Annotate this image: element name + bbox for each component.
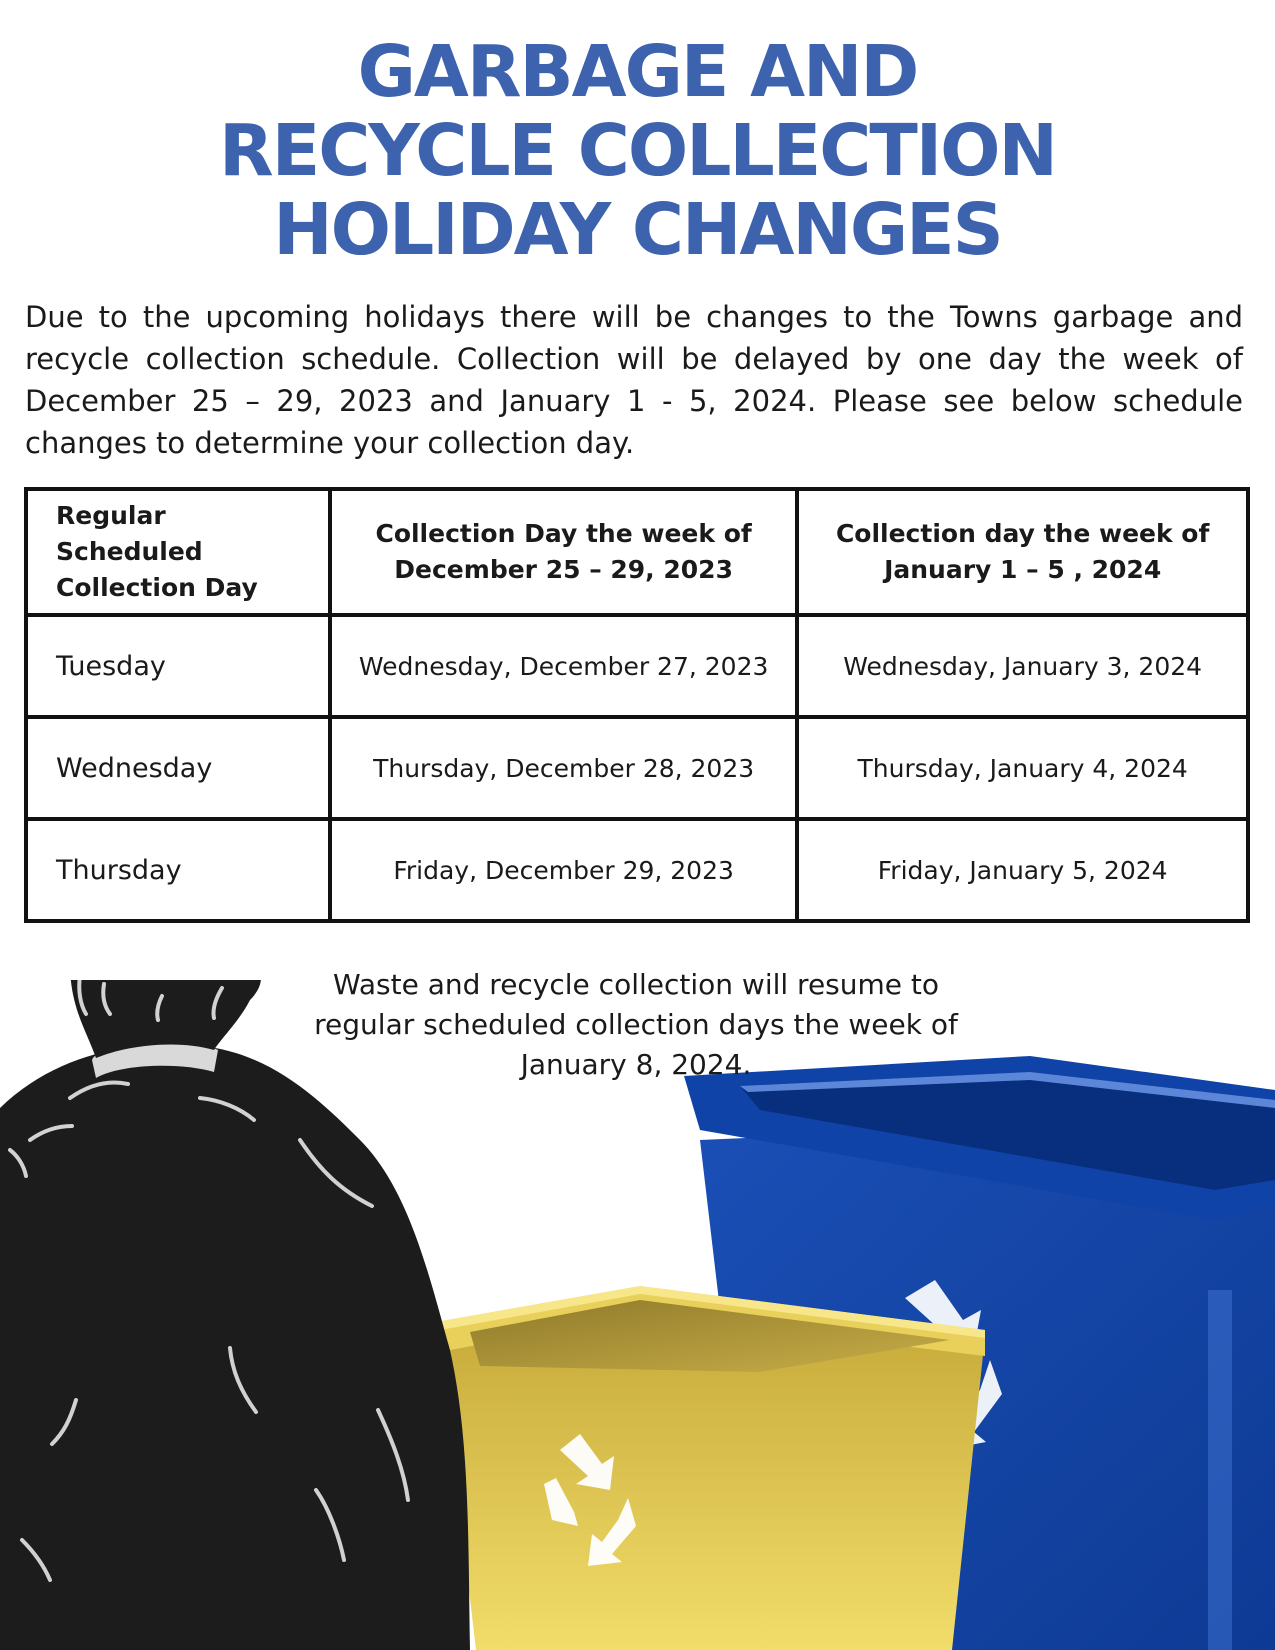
- january-day-cell: Thursday, January 4, 2024: [797, 717, 1248, 819]
- page-title: [0, 32, 1275, 269]
- resume-note: Waste and recycle collection will resume to regular scheduled collection days the week of January 8, 2024.: [314, 968, 958, 1081]
- december-day-cell: Thursday, December 28, 2023: [330, 717, 797, 819]
- regular-day-cell: Wednesday: [26, 717, 330, 819]
- regular-day-cell: Thursday: [26, 819, 330, 921]
- table-row: [26, 717, 1248, 819]
- table-header-row: [26, 489, 1248, 615]
- yellow-recycle-bin-icon: [436, 1286, 985, 1650]
- title-line-1: GARBAGE AND: [357, 30, 918, 113]
- intro-paragraph: Due to the upcoming holidays there will be changes to the Towns garbage and recycle collection schedule. Collection will be delayed by one day the week of December 25 – 29, 2023 and January 1 - 5, 2024. Please see below schedule changes to determine your collection day.: [25, 300, 1243, 460]
- collection-schedule-table: [24, 487, 1250, 923]
- january-day-cell: Wednesday, January 3, 2024: [797, 615, 1248, 717]
- header-december-week: Collection Day the week of December 25 – 29, 2023: [330, 489, 797, 615]
- december-day-cell: Wednesday, December 27, 2023: [330, 615, 797, 717]
- table-row: [26, 819, 1248, 921]
- header-january-week: Collection day the week of January 1 – 5 , 2024: [797, 489, 1248, 615]
- title-line-2: RECYCLE COLLECTION: [219, 109, 1056, 192]
- table-row: [26, 615, 1248, 717]
- title-line-3: HOLIDAY CHANGES: [273, 188, 1002, 271]
- january-day-cell: Friday, January 5, 2024: [797, 819, 1248, 921]
- regular-day-cell: Tuesday: [26, 615, 330, 717]
- header-regular-day: Regular Scheduled Collection Day: [26, 489, 330, 615]
- december-day-cell: Friday, December 29, 2023: [330, 819, 797, 921]
